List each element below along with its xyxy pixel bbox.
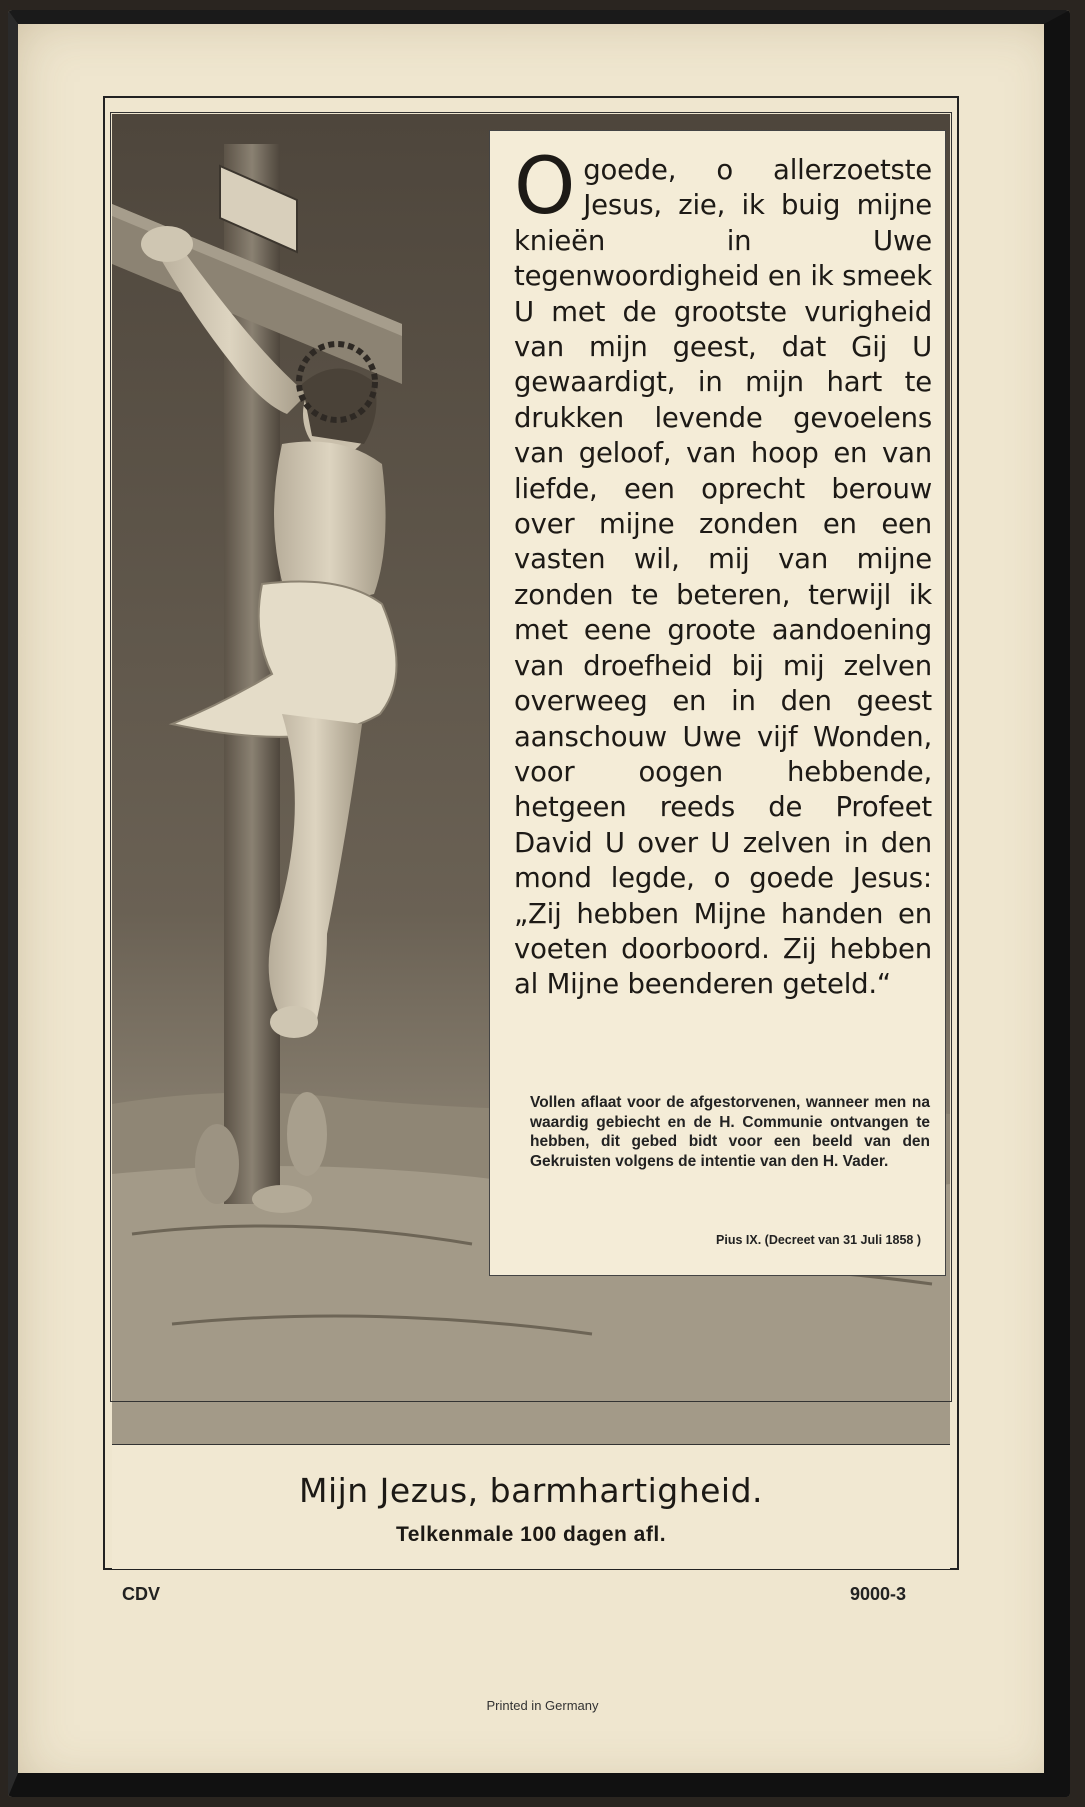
- invocation-band: [112, 1444, 950, 1569]
- card-number: 9000-3: [850, 1584, 907, 1604]
- decree-source: Pius IX. (Decreet van 31 Juli 1858 ): [716, 1233, 921, 1247]
- prayer-body: goede, o allerzoetste Jesus, zie, ik buig mijne knieën in Uwe tegenwoordigheid en ik smeek U met de grootste vurigheid van mijn geest, dat Gij U gewaardigt, in mijn hart te drukken levende gevoelens van geloof, van hoop en van liefde, een oprecht berouw over mijne zonden en een vasten wil, mij van mijne zonden te beteren, terwijl ik met eene groote aandoening van droefheid bij mij zelven overweeg en in den geest aanschouw Uwe vijf Wonden, voor oogen hebbende, hetgeen reeds de Profeet David U over U zelven in den mond legde, o goede Jesus: „Zij hebben Mijne handen en voeten doorboord. Zij hebben al Mijne beenderen geteld.“: [514, 154, 932, 1001]
- publisher-mark: CDV: [122, 1584, 161, 1604]
- printed-in: Printed in Germany: [486, 1698, 599, 1713]
- indulgence-note: Vollen aflaat voor de afgestorvenen, wanneer men na waardig gebiecht en de H. Communie ontvangen te hebben, dit gebed bidt voor een beeld van den Gekruisten volgens de intentie van den H. Vader.: [530, 1094, 930, 1170]
- prayer-text: [514, 142, 932, 1003]
- indulgence-days: Telkenmale 100 dagen afl.: [395, 1523, 667, 1546]
- prayer-dropcap: O: [514, 142, 576, 232]
- prayer-panel: [489, 130, 946, 1276]
- invocation-text: Mijn Jezus, barmhartigheid.: [298, 1471, 764, 1510]
